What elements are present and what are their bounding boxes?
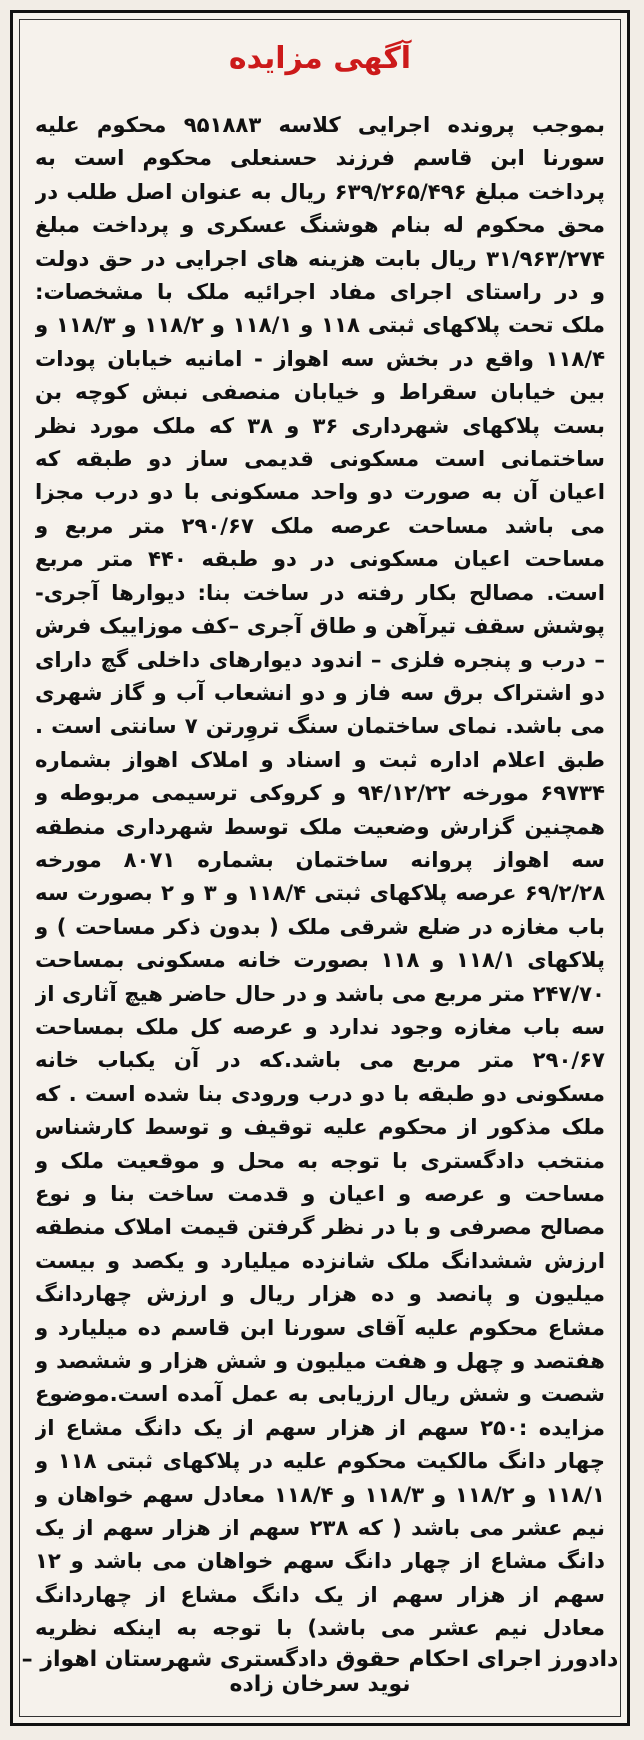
- notice-signature: دادورز اجرای احکام حقوق دادگستری شهرستان اهواز – نوید سرخان زاده: [21, 1647, 619, 1697]
- notice-title: آگهی مزایده: [228, 41, 412, 76]
- notice-frame: [10, 10, 630, 1726]
- notice-body: بموجب پرونده اجرایی کلاسه ۹۵۱۸۸۳ محکوم علیه سورنا ابن قاسم فرزند حسنعلی محکوم است به پرداخت مبلغ ۶۳۹/۲۶۵/۴۹۶ ریال به عنوان اصل طلب در محق محکوم له بنام هوشنگ عسکری و پرداخت مبلغ ۳۱/۹۶۳/۲۷۴ ریال بابت هزینه های اجرایی در حق دولت و در راستای اجرای مفاد اجرائیه ملک با مشخصات: ملک تحت پلاکهای ثبتی ۱۱۸ و ۱۱۸/۱ و ۱۱۸/۲ و ۱۱۸/۳ و ۱۱۸/۴ واقع در بخش سه اهواز - امانیه خیابان پودات بین خیابان سقراط و خیابان منصفی نبش کوچه بن بست پلاکهای شهرداری ۳۶ و ۳۸ که ملک مورد نظر ساختمانی است مسکونی قدیمی ساز دو طبقه که اعیان آن به صورت دو واحد مسکونی با دو درب مجزا می باشد مساحت عرصه ملک ۲۹۰/۶۷ متر مربع و مساحت اعیان مسکونی در دو طبقه ۴۴۰ متر مربع است. مصالح بکار رفته در ساخت بنا: دیوارها آجری- پوشش سقف تیرآهن و طاق آجری –کف موزاییک فرش – درب و پنجره فلزی – اندود دیوارهای داخلی گچ دارای دو اشتراک برق سه فاز و دو انشعاب آب و گاز شهری می باشد. نمای ساختمان سنگ تروِرتن ۷ سانتی است . طبق اعلام اداره ثبت و اسناد و املاک اهواز بشماره ۶۹۷۳۴ مورخه ۹۴/۱۲/۲۲ و کروکی ترسیمی مربوطه و همچنین گزارش وضعیت ملک توسط شهرداری منطقه سه اهواز پروانه ساختمان بشماره ۸۰۷۱ مورخه ۶۹/۲/۲۸ عرصه پلاکهای ثبتی ۱۱۸/۴ و ۳ و ۲ بصورت سه باب مغازه در ضلع شرقی ملک ( بدون ذکر مساحت ) و پلاکهای ۱۱۸/۱ و ۱۱۸ بصورت خانه مسکونی بمساحت ۲۴۷/۷۰ متر مربع می باشد و در حال حاضر هیچ آثاری از سه باب مغازه وجود ندارد و عرصه کل ملک بمساحت ۲۹۰/۶۷ متر مربع می باشد.که در آن یکباب خانه مسکونی دو طبقه با دو درب ورودی بنا شده است . که ملک مذکور از محکوم علیه توقیف و توسط کارشناس منتخب دادگستری با توجه به محل و موقعیت ملک و مساحت و عرصه و اعیان و قدمت ساخت بنا و نوع مصالح مصرفی و با در نظر گرفتن قیمت املاک منطقه ارزش ششدانگ ملک شانزده میلیارد و یکصد و بیست میلیون و پانصد و ده هزار ریال و ارزش چهاردانگ مشاع محکوم علیه آقای سورنا ابن قاسم ده میلیارد و هفتصد و چهل و هفت میلیون و شش هزار و ششصد و شصت و شش ریال ارزیابی به عمل آمده است.موضوع مزایده :۲۵۰ سهم از هزار سهم از یک دانگ مشاع از چهار دانگ مالکیت محکوم علیه در پلاکهای ثبتی ۱۱۸ و ۱۱۸/۱ و ۱۱۸/۲ و ۱۱۸/۳ و ۱۱۸/۴ معادل سهم خواهان و نیم عشر می باشد ( که ۲۳۸ سهم از هزار سهم از یک دانگ مشاع از چهار دانگ سهم خواهان می باشد و ۱۲ سهم از هزار سهم از یک دانگ مشاع از چهاردانگ معادل نیم عشر می باشد) با توجه به اینکه نظریه: [35, 112, 605, 1641]
